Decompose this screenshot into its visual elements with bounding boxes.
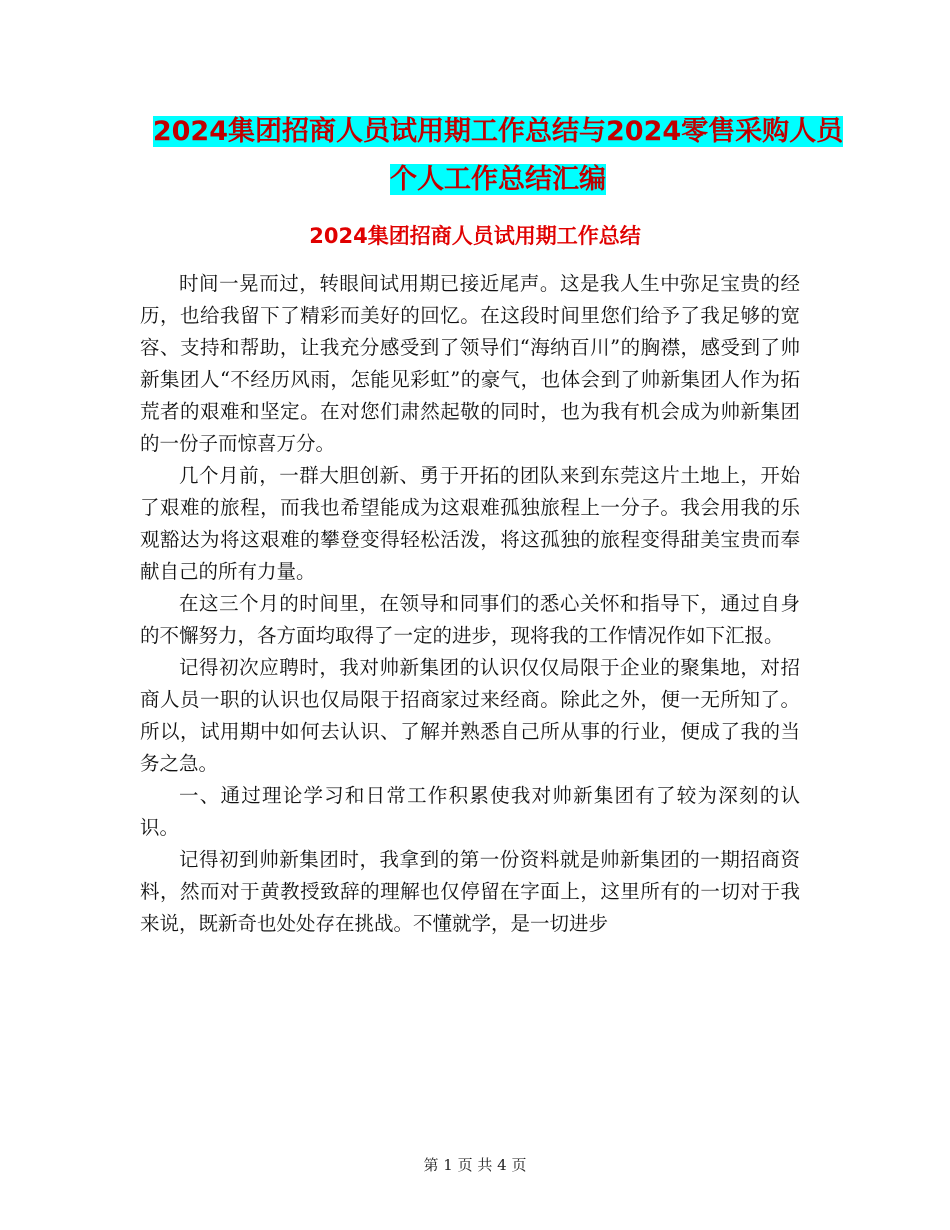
paragraph: 在这三个月的时间里，在领导和同事们的悉心关怀和指导下，通过自身的不懈努力，各方面均取得了一定的进步，现将我的工作情况作如下汇报。 (140, 592, 800, 647)
body-text (140, 268, 800, 940)
paragraph: 一、通过理论学习和日常工作积累使我对帅新集团有了较为深刻的认识。 (140, 784, 800, 839)
document-main-title (140, 108, 856, 204)
paragraph: 记得初到帅新集团时，我拿到的第一份资料就是帅新集团的一期招商资料，然而对于黄教授致辞的理解也仅停留在字面上，这里所有的一切对于我来说，既新奇也处处存在挑战。不懂就学，是一切进步 (140, 848, 800, 935)
paragraph: 几个月前，一群大胆创新、勇于开拓的团队来到东莞这片土地上，开始了艰难的旅程，而我也希望能成为这艰难孤独旅程上一分子。我会用我的乐观豁达为将这艰难的攀登变得轻松活泼，将这孤独的旅程变得甜美宝贵而奉献自己的所有力量。 (140, 464, 800, 583)
paragraph: 记得初次应聘时，我对帅新集团的认识仅仅局限于企业的聚集地，对招商人员一职的认识也仅局限于招商家过来经商。除此之外，便一无所知了。所以，试用期中如何去认识、了解并熟悉自己所从事的行业，便成了我的当务之急。 (140, 656, 800, 775)
section-title: 2024集团招商人员试用期工作总结 (309, 224, 641, 248)
paragraph: 时间一晃而过，转眼间试用期已接近尾声。这是我人生中弥足宝贵的经历，也给我留下了精彩而美好的回忆。在这段时间里您们给予了我足够的宽容、支持和帮助，让我充分感受到了领导们“海纳百川”的胸襟，感受到了帅新集团人“不经历风雨，怎能见彩虹”的豪气，也体会到了帅新集团人作为拓荒者的艰难和坚定。在对您们肃然起敬的同时，也为我有机会成为帅新集团的一份子而惊喜万分。 (140, 272, 800, 455)
main-title-text: 2024集团招商人员试用期工作总结与2024零售采购人员个人工作总结汇编 (152, 116, 844, 195)
page-footer: 第 1 页 共 4 页 (423, 1156, 527, 1174)
